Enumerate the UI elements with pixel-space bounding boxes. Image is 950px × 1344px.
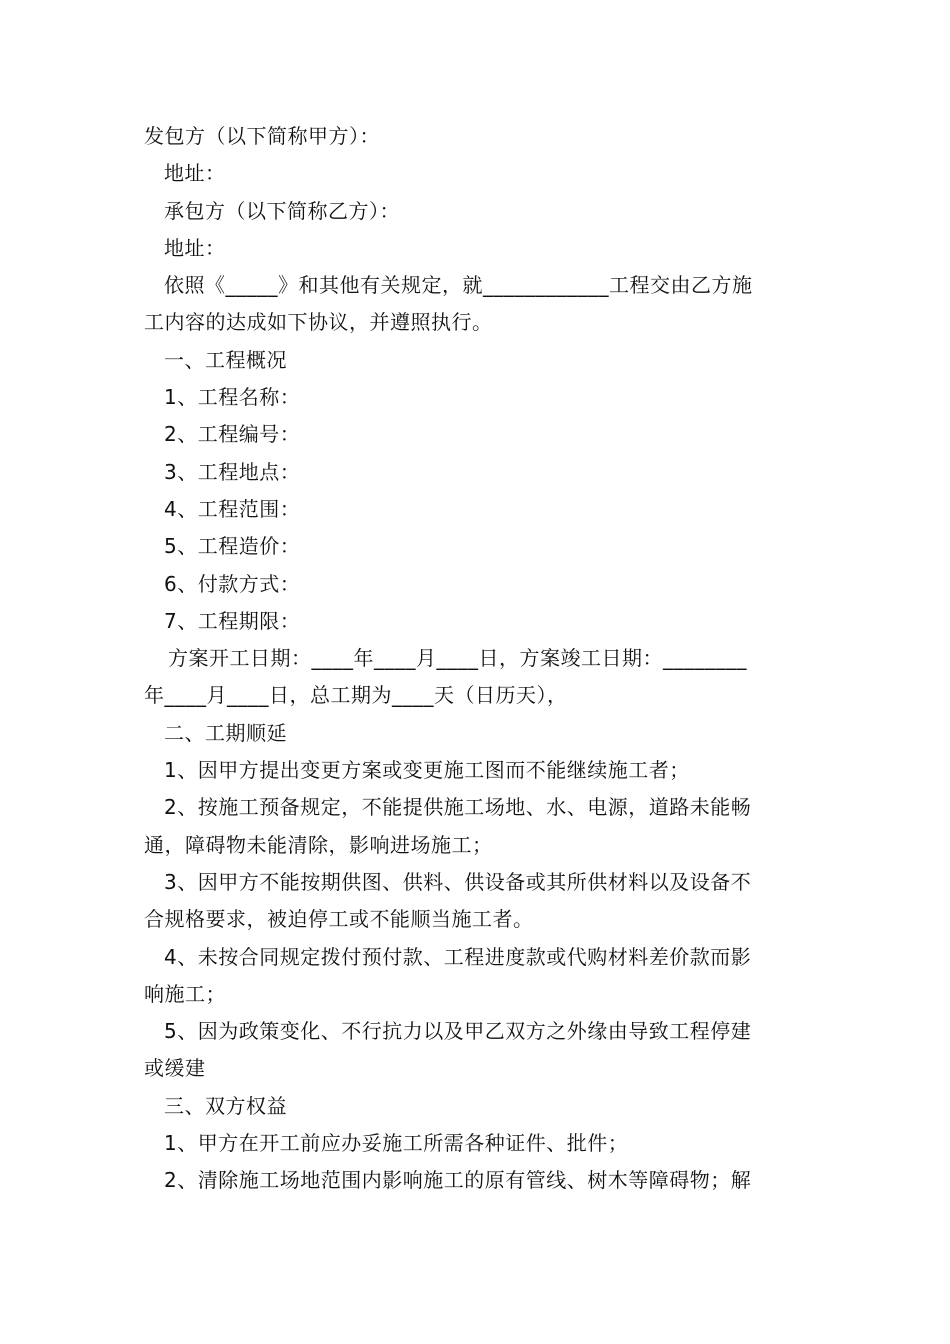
extension-item-1: 1、因甲方提出变更方案或变更施工图而不能继续施工者；: [164, 758, 690, 783]
section-1-heading: 一、工程概况: [164, 347, 287, 372]
extension-item-3: 3、因甲方不能按期供图、供料、供设备或其所供材料以及设备不: [164, 869, 752, 894]
project-period-item: 7、工程期限：: [164, 608, 301, 633]
party-b-line: 承包方（以下简称乙方）：: [164, 198, 400, 223]
extension-item-2: 2、按施工预备规定，不能提供施工场地、水、电源，道路未能畅: [164, 795, 752, 820]
party-a-line: 发包方（以下简称甲方）：: [144, 124, 380, 148]
project-scope-item: 4、工程范围：: [164, 496, 301, 521]
project-location-item: 3、工程地点：: [164, 459, 301, 484]
address-a-line: 地址：: [164, 161, 226, 186]
rights-item-1: 1、甲方在开工前应办妥施工所需各种证件、批件；: [164, 1131, 629, 1156]
section-2-heading: 二、工期顺延: [164, 720, 287, 745]
agreement-intro-line: 依照《_____》和其他有关规定，就____________工程交由乙方施: [164, 273, 753, 298]
rights-item-2: 2、清除施工场地范围内影响施工的原有管线、树木等障碍物；解: [164, 1168, 752, 1193]
document-body: [144, 118, 808, 1200]
extension-item-5-continued: 或缓建: [144, 1056, 206, 1081]
extension-item-3-continued: 合规格要求，被迫停工或不能顺当施工者。: [144, 907, 534, 932]
payment-method-item: 6、付款方式：: [164, 571, 301, 596]
extension-item-2-continued: 通，障碍物未能清除，影响进场施工；: [144, 832, 493, 857]
extension-item-5: 5、因为政策变化、不行抗力以及甲乙双方之外缘由导致工程停建: [164, 1019, 752, 1044]
schedule-dates-continued: 年____月____日，总工期为____天（日历天），: [144, 683, 568, 708]
section-3-heading: 三、双方权益: [164, 1093, 287, 1118]
address-b-line: 地址：: [164, 235, 226, 260]
extension-item-4-continued: 响施工；: [144, 981, 226, 1006]
project-name-item: 1、工程名称：: [164, 385, 301, 410]
project-cost-item: 5、工程造价：: [164, 534, 301, 559]
schedule-dates-line: 方案开工日期：____年____月____日，方案竣工日期：________: [168, 646, 747, 671]
project-number-item: 2、工程编号：: [164, 422, 301, 447]
agreement-intro-continued: 工内容的达成如下协议，并遵照执行。: [144, 310, 493, 335]
extension-item-4: 4、未按合同规定拨付预付款、工程进度款或代购材料差价款而影: [164, 944, 752, 969]
